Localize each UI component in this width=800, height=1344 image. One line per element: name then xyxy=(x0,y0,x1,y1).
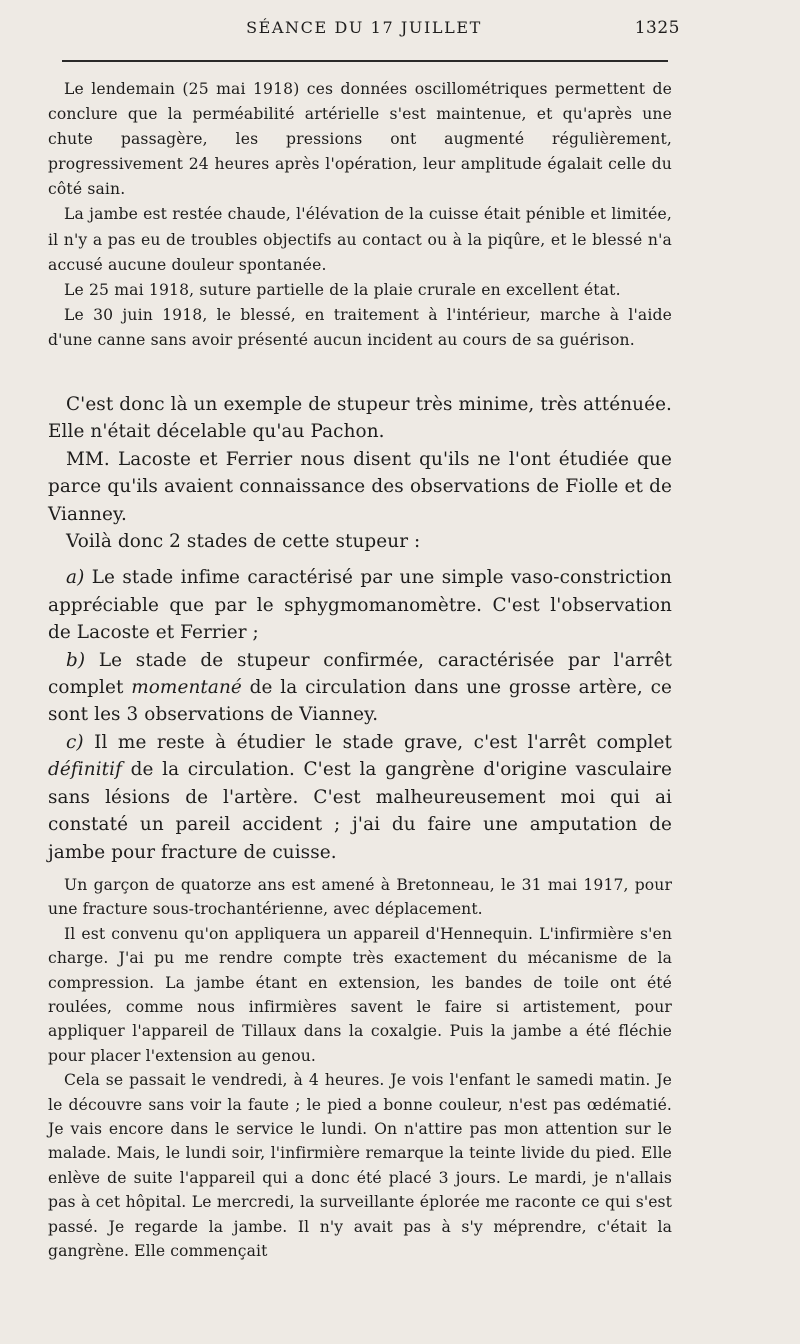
paragraph: Le 30 juin 1918, le blessé, en traitement à l'intérieur, marche à l'aide d'une canne sans avoir présenté aucun incident au cours de sa guérison. xyxy=(48,305,672,349)
list-item-a xyxy=(48,564,672,646)
paragraph: La jambe est restée chaude, l'élévation de la cuisse était pénible et limitée, il n'y a pas eu de troubles objectifs au contact ou à la piqûre, et le blessé n'a accusé aucune douleur spontanée. xyxy=(48,205,672,274)
running-title: SÉANCE DU 17 JUILLET xyxy=(246,18,482,37)
paragraph: C'est donc là un exemple de stupeur très minime, très atténuée. Elle n'était décelable qu'au Pachon. xyxy=(48,394,673,443)
list-item-text: Le stade infime caractérisé par une simple vaso-constriction appréciable que par le sphygmomanomètre. C'est l'observation de Lacoste et Ferrier ; xyxy=(48,567,672,644)
running-header xyxy=(48,18,680,44)
observation-section xyxy=(48,77,672,353)
list-item-text: de la circulation. C'est la gangrène d'origine vasculaire sans lésions de l'artère. C'est malheureusement moi qui ai constaté un pareil accident ; j'ai du faire une amputation de jambe pour fracture de cuisse. xyxy=(48,759,672,863)
emphasis: momentané xyxy=(131,677,242,699)
list-item-c xyxy=(48,729,672,866)
list-marker: c) xyxy=(66,731,84,753)
paragraph: MM. Lacoste et Ferrier nous disent qu'ils ne l'ont étudiée que parce qu'ils avaient connaissance des observations de Fiolle et de Vianney. xyxy=(48,448,672,525)
paragraph: Un garçon de quatorze ans est amené à Bretonneau, le 31 mai 1917, pour une fracture sous-trochantérienne, avec déplacement. xyxy=(48,876,672,919)
case-report-section xyxy=(48,873,672,1264)
paragraph: Il est convenu qu'on appliquera un appareil d'Hennequin. L'infirmière s'en charge. J'ai pu me rendre compte très exactement du mécanisme de la compression. La jambe étant en extension, les bandes de toile ont été roulées, comme nous infirmières savent le faire si artistement, pour appliquer l'appareil de Tillaux dans la coxalgie. Puis la jambe a été fléchie pour placer l'extension au genou. xyxy=(48,924,672,1065)
header-rule xyxy=(62,60,668,62)
paragraph: Cela se passait le vendredi, à 4 heures. Je vois l'enfant le samedi matin. Je le découvre sans voir la faute ; le pied a bonne couleur, n'est pas œdématié. Je vais encore dans le service le lundi. On n'attire pas mon attention sur le malade. Mais, le lundi soir, l'infirmière remarque la teinte livide du pied. Elle enlève de suite l'appareil qui a donc été placé 3 jours. Le mardi, je n'allais pas à cet hôpital. Le mercredi, la surveillante éplorée me raconte ce qui s'est passé. Je regarde la jambe. Il n'y avait pas à s'y méprendre, c'était la gangrène. Elle commençait xyxy=(48,1071,672,1261)
paragraph: Le 25 mai 1918, suture partielle de la plaie crurale en excellent état. xyxy=(64,280,621,299)
paragraph: Le lendemain (25 mai 1918) ces données oscillométriques permettent de conclure que la perméabilité artérielle s'est maintenue, et qu'après une chute passagère, les pressions ont augmenté régulièrement, progressivement 24 heures après l'opération, leur amplitude égalait celle du côté sain. xyxy=(48,80,672,199)
list-marker: a) xyxy=(66,567,85,589)
discussion-section xyxy=(48,391,672,866)
list-item-b xyxy=(48,647,672,729)
list-item-text: de la circulation dans une grosse artère, ce sont les 3 observations de Vianney. xyxy=(48,677,673,726)
list-marker: b) xyxy=(66,649,86,671)
page-number: 1325 xyxy=(634,18,680,38)
emphasis: définitif xyxy=(48,759,123,781)
paragraph: Voilà donc 2 stades de cette stupeur : xyxy=(66,531,421,553)
list-item-text: Il me reste à étudier le stade grave, c'est l'arrêt complet xyxy=(94,731,672,753)
list-item-text: Le stade de stupeur confirmée, caractérisée par l'arrêt complet xyxy=(48,649,672,699)
